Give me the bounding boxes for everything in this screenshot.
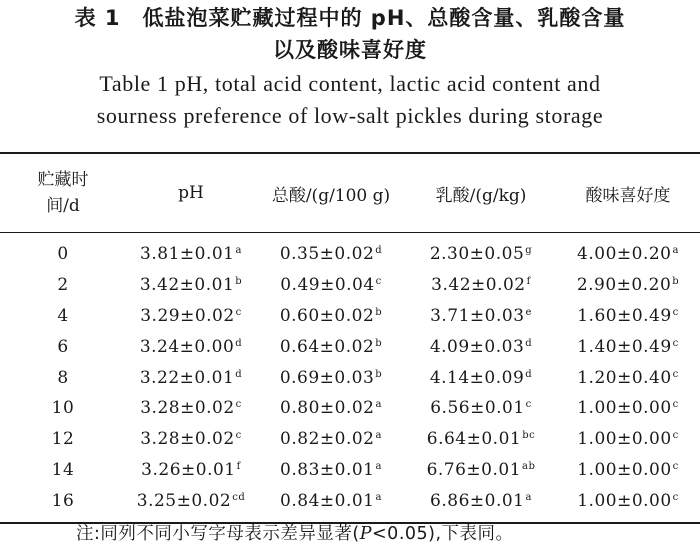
table-row [0,331,700,362]
table-body [0,233,700,524]
cell-total-acid: 0.82±0.02$^a$ [280,429,382,450]
cell-lactic-acid: 4.14±0.09$^d$ [429,367,533,388]
significance-letter: a [375,460,382,472]
cell-day: 14 [51,459,75,480]
cell-sourness: 1.20±0.40$^c$ [577,367,679,388]
significance-letter: a [375,430,382,442]
significance-letter: c [672,460,679,472]
significance-letter: e [525,306,532,318]
cell-ph: 3.42±0.01$^b$ [139,275,243,296]
significance-letter: ab [522,460,536,472]
cell-sourness: 1.40±0.49$^c$ [577,336,679,357]
cell-total-acid: 0.84±0.01$^a$ [280,490,382,511]
header-row [0,153,700,233]
header-lactic-acid: 乳酸/(g/kg) [435,185,527,206]
cell-sourness: 1.00±0.00$^c$ [577,429,679,450]
significance-letter: a [375,399,382,411]
cell-sourness: 1.00±0.00$^c$ [577,490,679,511]
significance-letter: cd [232,491,246,503]
cell-total-acid: 0.49±0.04$^c$ [280,275,382,296]
cell-total-acid: 0.60±0.02$^b$ [279,305,383,326]
cell-ph: 3.29±0.02$^c$ [140,305,242,326]
cell-ph: 3.81±0.01$^a$ [140,244,242,265]
cell-lactic-acid: 2.30±0.05$^g$ [429,244,533,265]
significance-letter: c [672,430,679,442]
cell-sourness: 1.60±0.49$^c$ [577,305,679,326]
cell-day: 4 [57,305,69,326]
table-row [0,233,700,270]
cell-sourness: 1.00±0.00$^c$ [577,459,679,480]
cell-day: 2 [57,275,69,296]
cell-total-acid: 0.64±0.02$^b$ [279,336,383,357]
cell-lactic-acid: 3.42±0.02$^f$ [431,275,531,296]
significance-letter: c [235,306,242,318]
cell-lactic-acid: 6.56±0.01$^c$ [430,398,532,419]
cell-ph: 3.28±0.02$^c$ [140,398,242,419]
cell-sourness: 1.00±0.00$^c$ [577,398,679,419]
significance-letter: b [375,337,383,349]
cell-sourness: 2.90±0.20$^b$ [576,275,680,296]
table-row [0,424,700,455]
cell-ph: 3.26±0.01$^f$ [141,459,241,480]
cell-ph: 3.28±0.02$^c$ [140,429,242,450]
cell-lactic-acid: 6.86±0.01$^a$ [430,490,532,511]
table-row [0,270,700,301]
cell-day: 6 [57,336,69,357]
title-en-line1: Table 1 pH, total acid content, lactic acid content and [99,71,601,96]
cell-day: 0 [57,244,69,265]
significance-letter: f [236,460,241,472]
table-title-english [0,68,700,132]
significance-letter: a [672,245,679,257]
significance-letter: c [375,276,382,288]
cell-ph: 3.24±0.00$^d$ [139,336,243,357]
significance-letter: bc [522,430,536,442]
header-total-acid: 总酸/(g/100 g) [271,185,391,206]
significance-letter: f [526,276,531,288]
significance-letter: c [672,337,679,349]
significance-letter: d [525,368,533,380]
table-footnote: 注:同列不同小写字母表示差异显著(P<0.05),下表同。 [76,524,514,544]
significance-letter: c [672,368,679,380]
table-row [0,362,700,393]
cell-sourness: 4.00±0.20$^a$ [577,244,679,265]
title-cn-line1: 低盐泡菜贮藏过程中的 pH、总酸含量、乳酸含量 [142,6,626,30]
significance-letter: d [235,337,243,349]
cell-total-acid: 0.83±0.01$^a$ [280,459,382,480]
header-sourness: 酸味喜好度 [585,185,671,206]
cell-lactic-acid: 4.09±0.03$^d$ [429,336,533,357]
significance-letter: c [235,430,242,442]
table-title-chinese [0,0,700,66]
cell-ph: 3.22±0.01$^d$ [139,367,243,388]
cell-lactic-acid: 6.76±0.01$^{ab}$ [426,459,536,480]
significance-letter: d [525,337,533,349]
cell-lactic-acid: 3.71±0.03$^e$ [430,305,532,326]
significance-letter: d [235,368,243,380]
significance-letter: c [672,399,679,411]
title-cn-line2: 以及酸味喜好度 [273,38,427,62]
table-row [0,393,700,424]
significance-letter: b [375,306,383,318]
significance-letter: a [235,245,242,257]
significance-letter: b [375,368,383,380]
significance-letter: d [375,245,383,257]
significance-letter: g [525,245,533,257]
significance-letter: c [235,399,242,411]
cell-ph: 3.25±0.02$^{cd}$ [136,490,246,511]
significance-letter: c [672,306,679,318]
cell-day: 8 [57,367,69,388]
data-table [0,152,700,524]
title-en-line2: sourness preference of low-salt pickles during storage [96,103,604,128]
significance-letter: b [235,276,243,288]
header-storage-time: 贮藏时 间/d [37,170,89,216]
significance-letter: c [525,399,532,411]
table-number: 表 1 [74,6,121,30]
table-row [0,301,700,332]
table-row [0,485,700,523]
significance-letter: a [525,491,532,503]
significance-letter: a [375,491,382,503]
significance-letter: c [672,491,679,503]
cell-day: 16 [51,490,75,511]
cell-total-acid: 0.35±0.02$^d$ [279,244,383,265]
significance-letter: b [672,276,680,288]
cell-total-acid: 0.80±0.02$^a$ [280,398,382,419]
cell-day: 12 [51,429,75,450]
cell-lactic-acid: 6.64±0.01$^{bc}$ [426,429,536,450]
header-ph: pH [178,183,204,203]
table-row [0,455,700,486]
cell-total-acid: 0.69±0.03$^b$ [279,367,383,388]
cell-day: 10 [51,398,75,419]
